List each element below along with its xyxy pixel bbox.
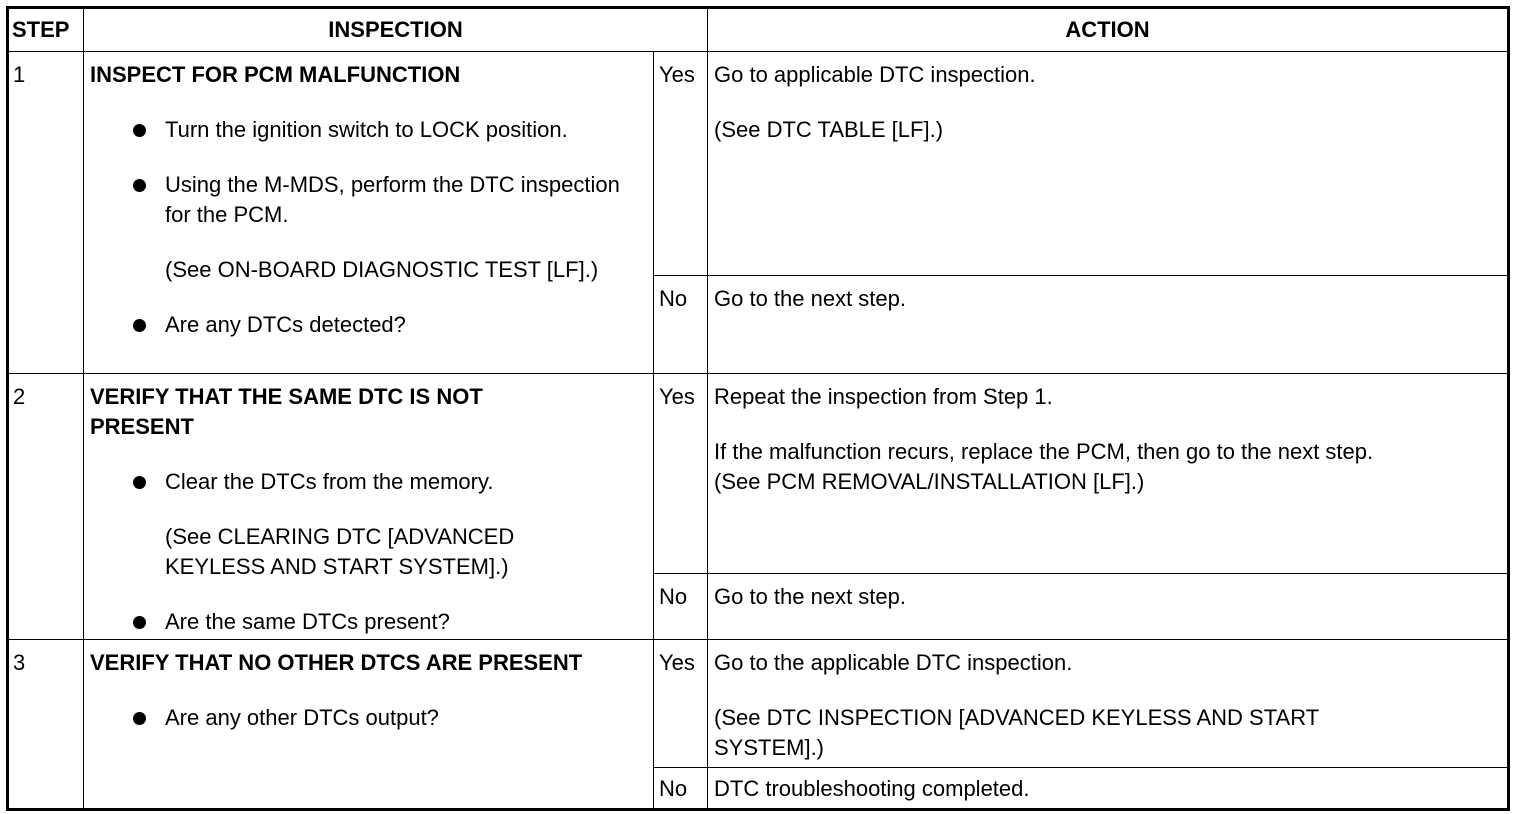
inspection-cell [84, 52, 654, 374]
table-row [8, 374, 1509, 574]
action-line: DTC troubleshooting completed. [714, 776, 1030, 801]
action-line: Go to the next step. [714, 584, 907, 609]
list-item [90, 170, 647, 230]
bullet-icon [133, 476, 146, 489]
inspection-title: VERIFY THAT THE SAME DTC IS NOT PRESENT [90, 384, 483, 439]
bullet-text: Using the M-MDS, perform the DTC inspection for the PCM. [165, 172, 620, 227]
yes-label: Yes [654, 374, 708, 574]
bullet-icon [133, 124, 146, 137]
list-item [90, 607, 647, 637]
step-number: 2 [8, 374, 84, 640]
action-line: (See DTC INSPECTION [ADVANCED KEYLESS AND START SYSTEM].) [714, 705, 1319, 760]
no-label: No [654, 276, 708, 374]
bullet-icon [133, 319, 146, 332]
bullet-icon [133, 179, 146, 192]
list-item [90, 310, 647, 340]
bullet-text: Clear the DTCs from the memory. [165, 469, 494, 494]
action-line: Repeat the inspection from Step 1. [714, 384, 1053, 409]
list-item [90, 703, 647, 733]
yes-action [708, 640, 1509, 768]
step-number: 1 [8, 52, 84, 374]
no-action [708, 768, 1509, 810]
reference-note: (See CLEARING DTC [ADVANCED KEYLESS AND START SYSTEM].) [165, 524, 515, 579]
list-item [90, 115, 647, 145]
inspection-title: VERIFY THAT NO OTHER DTCS ARE PRESENT [90, 650, 583, 675]
step-number: 3 [8, 640, 84, 810]
bullet-icon [133, 616, 146, 629]
bullet-text: Are any other DTCs output? [165, 705, 439, 730]
inspection-cell [84, 374, 654, 640]
no-action [708, 574, 1509, 640]
action-line: If the malfunction recurs, replace the PCM, then go to the next step. [714, 439, 1374, 464]
bullet-icon [133, 712, 146, 725]
no-action [708, 276, 1509, 374]
action-line: Go to the applicable DTC inspection. [714, 650, 1073, 675]
diagnostic-table [6, 6, 1510, 811]
action-line: (See PCM REMOVAL/INSTALLATION [LF].) [714, 469, 1145, 494]
reference-note: (See ON-BOARD DIAGNOSTIC TEST [LF].) [165, 257, 599, 282]
action-line: (See DTC TABLE [LF].) [714, 117, 944, 142]
no-label: No [654, 574, 708, 640]
action-header: ACTION [708, 8, 1509, 52]
inspection-title: INSPECT FOR PCM MALFUNCTION [90, 62, 461, 87]
yes-label: Yes [654, 640, 708, 768]
action-line: Go to the next step. [714, 286, 907, 311]
yes-action [708, 374, 1509, 574]
list-item [90, 467, 647, 497]
inspection-cell [84, 640, 654, 810]
bullet-text: Are any DTCs detected? [165, 312, 406, 337]
no-label: No [654, 768, 708, 810]
bullet-text: Are the same DTCs present? [165, 609, 450, 634]
step-header: STEP [8, 8, 84, 52]
table-row [8, 52, 1509, 276]
table-row [8, 640, 1509, 768]
header-row [8, 8, 1509, 52]
inspection-header: INSPECTION [84, 8, 708, 52]
bullet-text: Turn the ignition switch to LOCK position. [165, 117, 568, 142]
action-line: Go to applicable DTC inspection. [714, 62, 1036, 87]
yes-label: Yes [654, 52, 708, 276]
yes-action [708, 52, 1509, 276]
